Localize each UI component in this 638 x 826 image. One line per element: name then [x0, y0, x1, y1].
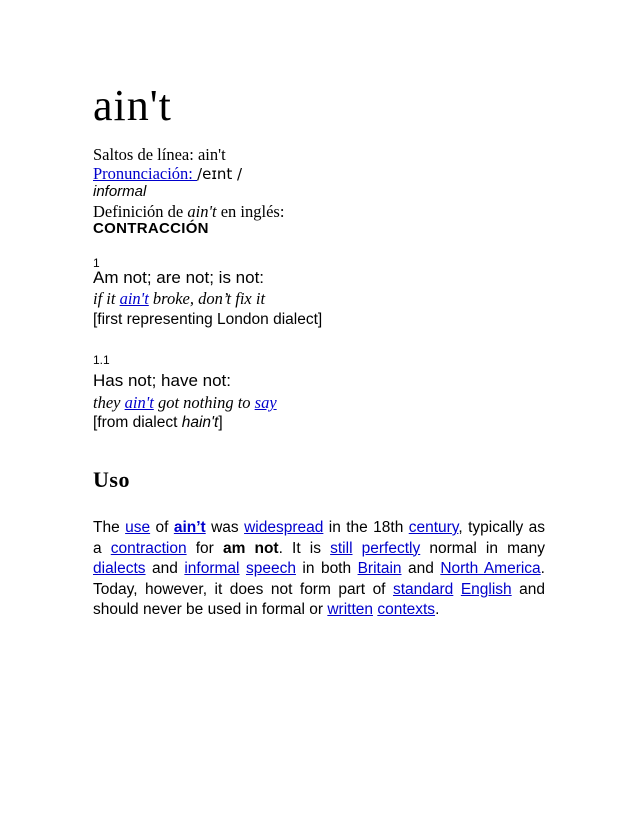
example-link-say[interactable]: say — [254, 393, 277, 412]
sense-note — [93, 414, 223, 432]
definition-suffix: en inglés: — [216, 202, 285, 221]
usage-text: in the 18th — [323, 519, 409, 536]
usage-text: . — [435, 601, 440, 619]
sense-definition: Has not; have not: — [93, 371, 231, 390]
example-text: broke, don’t fix it — [148, 289, 266, 308]
usage-text: . Today, however, it does not form part of — [93, 560, 545, 598]
link-contraction[interactable]: contraction — [110, 539, 187, 557]
sense-note: [first representing London dialect] — [93, 311, 323, 328]
link-dialects[interactable]: dialects — [93, 560, 146, 578]
note-text: ] — [218, 414, 223, 431]
usage-text: , typically as a — [93, 519, 545, 557]
usage-text: and — [145, 560, 185, 578]
part-of-speech: CONTRACCIÓN — [93, 220, 209, 237]
note-italic: hain't — [181, 414, 219, 431]
usage-text: and — [401, 560, 441, 578]
line-breaks-value: ain't — [197, 145, 226, 164]
usage-text: . It is — [278, 539, 331, 557]
definition-prefix: Definición de — [93, 202, 188, 221]
example-link-aint[interactable]: ain't — [124, 393, 154, 412]
example-text: they — [93, 393, 125, 412]
sense-example — [93, 289, 265, 309]
pronunciation-row — [93, 164, 242, 184]
link-english[interactable]: English — [460, 580, 512, 598]
usage-text: in both — [295, 560, 358, 578]
usage-paragraph — [93, 518, 545, 621]
usage-text: normal in many — [420, 539, 545, 557]
sense-number: 1.1 — [93, 353, 110, 367]
headword: ain't — [93, 81, 172, 130]
note-text: [from dialect — [93, 414, 182, 431]
definition-heading — [93, 202, 284, 221]
link-aint[interactable]: ain’t — [173, 519, 206, 536]
usage-text: of — [150, 519, 174, 536]
link-use[interactable]: use — [125, 519, 151, 536]
usage-bold-am-not: am not — [222, 539, 279, 557]
link-perfectly[interactable]: perfectly — [361, 539, 421, 557]
link-informal[interactable]: informal — [184, 560, 240, 578]
line-breaks-row — [93, 145, 226, 164]
usage-text: The — [93, 519, 120, 536]
sense-definition: Am not; are not; is not: — [93, 268, 265, 287]
link-widespread[interactable]: widespread — [244, 519, 324, 536]
sense-number: 1 — [93, 256, 100, 270]
link-speech[interactable]: speech — [245, 560, 296, 578]
pronunciation-link[interactable]: Pronunciación: — [93, 164, 198, 183]
definition-word: ain't — [187, 202, 217, 221]
usage-heading: Uso — [93, 467, 130, 492]
example-text: if it — [93, 289, 120, 308]
register-label: informal — [93, 183, 147, 200]
line-breaks-label: Saltos de línea: — [93, 145, 198, 164]
sense-example — [93, 393, 277, 413]
usage-text: was — [205, 519, 245, 536]
usage-text: and should never be used in formal or — [93, 580, 546, 619]
link-britain[interactable]: Britain — [357, 560, 402, 578]
example-link-aint[interactable]: ain't — [119, 289, 149, 308]
pronunciation-value: /eɪnt / — [197, 165, 243, 183]
link-north-america[interactable]: North America — [440, 560, 541, 578]
link-standard[interactable]: standard — [392, 580, 454, 598]
link-century[interactable]: century — [408, 519, 459, 536]
link-contexts[interactable]: contexts — [377, 601, 436, 619]
link-written[interactable]: written — [327, 601, 374, 619]
example-text: got nothing to — [153, 393, 255, 412]
usage-text: for — [186, 539, 223, 557]
link-still[interactable]: still — [330, 539, 353, 557]
